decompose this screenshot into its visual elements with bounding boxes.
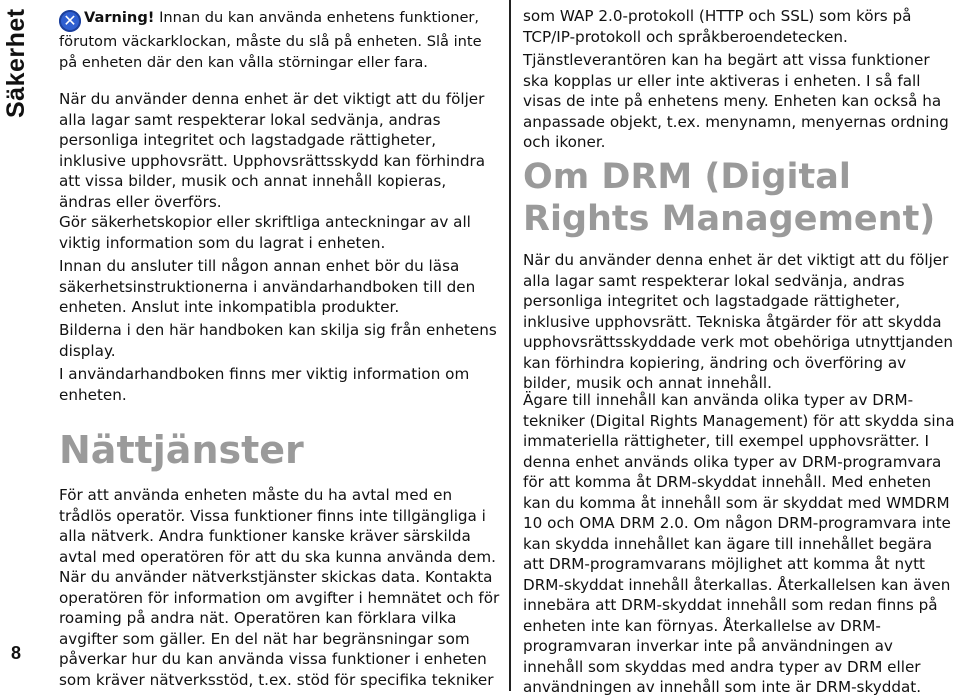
paragraph-images: Bilderna i den här handboken kan skilja sig från enhetens display. (59, 321, 497, 360)
paragraph-network: För att använda enheten måste du ha avtal med en trådlös operatör. Vissa funktioner finns inte tillgängliga i alla nätverk. Andra funktioner kanske kräver särskilda avtal med operatören för att du ska kunna använda dem. När du använder nätverkstjänster skickas data. Kontakta operatören för information om avgifter i hemnätet och för roaming på andra nät. Operatören kan förklara vilka avgifter som gäller. En del nät har begränsningar som påverkar hur du kan använda vissa funktioner i enheten som kräver nätverksstöd, t.ex. stöd för specifika tekniker (59, 486, 500, 689)
warning-block (59, 8, 501, 73)
paragraph-provider: Tjänstleverantören kan ha begärt att vissa funktioner ska kopplas ur eller inte aktiveras i enheten. I så fall visas de inte på enhetens meny. Enheten kan också ha anpassade objekt, t.ex. menynamn, menyernas ordning och ikoner. (523, 51, 949, 151)
paragraph-more-info: I användarhandboken finns mer viktig information om enheten. (59, 365, 470, 404)
page-number: 8 (11, 643, 22, 663)
paragraph-drm-intro: När du använder denna enhet är det viktigt att du följer alla lagar samt respekterar lokal sedvänja, andras personliga integritet och lagstadgade rättigheter, inklusive upphovsrätt. Tekniska åtgärder för att skydda upphovsrättsskyddade verk mot obehöriga utnyttjanden kan förhindra kopiering, ändring och överföring av bilder, musik och annat innehåll. (523, 251, 954, 392)
paragraph-intro: När du använder denna enhet är det viktigt att du följer alla lagar samt respekterar lokal sedvänja, andras personliga integritet och lagstadgade rättigheter, inklusive upphovsrätt. Upphovsrättsskydd kan förhindra att vissa bilder, musik och annat innehåll kopieras, ändras eller överförs. (59, 90, 486, 211)
warning-text: Innan du kan använda enhetens funktioner, förutom väckarklockan, måste du slå på enheten. Slå inte på enheten där den kan vålla störningar eller fara. (59, 9, 482, 71)
paragraph-backup: Gör säkerhetskopior eller skriftliga anteckningar av all viktig information som du lagrat i enheten. (59, 213, 471, 252)
paragraph-protocols: som WAP 2.0-protokoll (HTTP och SSL) som körs på TCP/IP-protokoll och språkberoendetecken. (523, 7, 912, 46)
paragraph-connect: Innan du ansluter till någon annan enhet bör du läsa säkerhetsinstruktionerna i användarhandboken till den enheten. Anslut inte inkompatibla produkter. (59, 257, 476, 316)
heading-network-services: Nättjänster (59, 428, 304, 472)
warning-label: Varning! (84, 9, 155, 26)
section-title-vertical: Säkerhet (2, 8, 30, 118)
heading-drm: Om DRM (Digital Rights Management) (523, 157, 936, 239)
paragraph-drm-details: Ägare till innehåll kan använda olika typer av DRM-tekniker (Digital Rights Management) för att skydda sina immateriella rättigheter, till exempel upphovsrätter. I denna enhet används olika typer av DRM-programvara för att komma åt DRM-skyddat innehåll. Med enheten kan du komma åt innehåll som är skyddat med WMDRM 10 och OMA DRM 2.0. Om någon DRM-programvara inte kan skydda innehållet kan ägare till innehållet begära att DRM-programvarans möjlighet att komma åt nytt DRM-skyddat innehåll återkallas. Återkallelsen kan även innebära att DRM-skyddat innehåll som redan finns på enheten inte kan förnyas. Återkallelse av DRM-programvaran inverkar inte på användningen av innehåll som skyddas med andra typer av DRM eller användningen av innehåll som inte är DRM-skyddat. (523, 391, 955, 696)
warning-icon: ✕ (59, 10, 81, 32)
column-divider (509, 0, 511, 691)
